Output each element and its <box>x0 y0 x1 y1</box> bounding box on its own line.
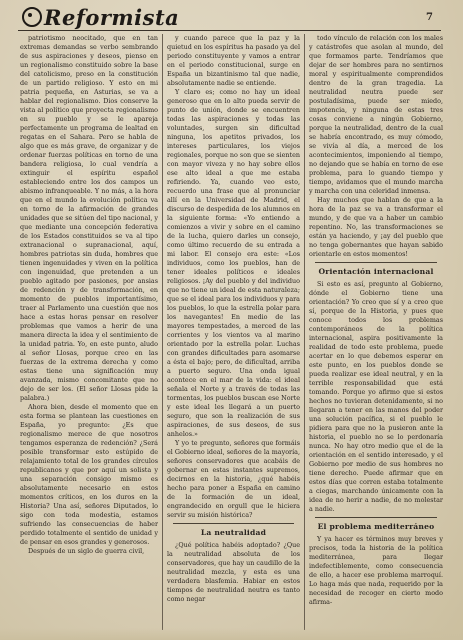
paragraph: Si esto es así, pregunto al Gobierno, dónde el Gobierno tiene una orientación? Yo creo que sí y a creo que sí, porque de la Historia, y pues que conoce todos los problemas contemporáneos de la política internacional, aspira positivamente la realidad de todo este problema, puede acertar en lo que debemos esperar en este punto, en los pueblos donde se pueda realizar ese ideal neutral, y en la terrible responsabilidad que está tomando. Porque yo afirmo que si estos hechos no tuvieran detenidamente, si no llegaran a tener en las manos del poder una solución pacífica, si el pueblo le pidiera para que no la pusieron ante la historia, el pueblo no se lo perdonaría nunca. No hay otro medio que el de la orientación en el sentido interesado, y el Gobierno por medio de sus hombres no tiene derecho. Puede afirmar que en estos días que corren estaba totalmente a ciegas, marchando únicamente con la idea de no herir a nadie, de no molestar a nadie. <box>309 280 443 513</box>
section-rule <box>315 262 437 263</box>
page-number: 7 <box>426 12 433 23</box>
paragraph: patriotismo neocitado, que en tan extremas demandas se verbo sembrando de sus aspiraciones y deseos, pienso en un regionalismo constituido sobre la base del catolicismo, preso en la constitución de un partido religioso. Y esto en mi patria pequeña, en Asturias, se va a hablar del regionalismo. Dios conserve la vista al político que proyecta regionalismo en su pueblo y se le apareja perfectamente un programa de lealtad en regatas en el Sahara. Pero se habla de algo que es más grave, de organizar y de ordenar fuerzas políticas en torno de una bandera religiosa, lo cual vendría a extinguir el espíritu español estableciendo entre los dos campos un abismo infranqueable. Y no más, a la hora que en el mundo la evolución política va en torno de la afirmación de grandes unidades que se sitúen del tipo nacional, y que mediante una concepción federativa de los Estados constituidos se va al tipo extranacional o supranacional, aquí, hombres patriotas sin duda, hombres que tienen ingenuidades y viven en la política con ingenuidad, que pretenden a un pueblo agitado por pasiones, por ansias de redención y de transformación, en momento de pueblos importantísimo, traer al Parlamento una cuestión que nos hace a estas horas pensar en resolver problemas que vamos a herir de una manera directa la idea y el sentimiento de la unidad patria. Yo, en este punto, aludo al señor Llosas, porque creo en las fuerzas de la extrema derecha y como estas tiene una significación muy avanzada, mismo concomitante que no dejo de ser los. (El señor Llosas pide la palabra.) <box>20 34 158 402</box>
section-rule <box>315 517 437 518</box>
paragraph: Después de un siglo de guerra civil, <box>28 547 145 555</box>
column-1 <box>20 34 158 630</box>
column-3 <box>309 34 443 630</box>
masthead-title: Reformista <box>44 4 180 30</box>
paragraph: Hay muchos que hablan de que a la hora de la paz se va a transformar el mundo, y de que va a haber un cambio repentino. No, las transformaciones se están ya haciendo, y ¡ay del pueblo que no tenga gobernantes que hayan sabido orientarle en estos momentos! <box>309 196 443 258</box>
section-heading-neutralidad: La neutralidad <box>200 528 267 537</box>
paragraph: Ahora bien, desde el momento que en esta forma se plantean las cuestiones en España, yo pregunto: ¿Es que regionalismo merece de que nosotros tengamos esperanza de redención? ¿Será posible transformar esto estúpido de relajamiento total de los grandes círculos republicanos y que por aquí un solista y una separación consigo mismo es absolutamente necesario en estos momentos críticos, en los duros en la Historia? Una así, señores Diputados, lo sigo con toda modestia, estamos sufriendo las consecuencias de haber perdido totalmente el sentido de unidad y de pensar en esos grandes y generosos. <box>20 403 158 546</box>
paragraph: Y ya hacer es términos muy breves y precisos, toda la historia de la política mediterránea, para llegar indefectiblemente, como consecuencia de ello, a hacer ese problema marroquí. Lo haga más que nada, requerido por la necesidad de recoger en cierto modo afirma- <box>309 535 443 606</box>
paragraph: Y claro es; como no hay un ideal generoso que en lo alto pueda servir de punto de unión, donde se encuentren todas las aspiraciones y todas las voluntades, surgen sin dificultad ninguna, los apetitos privados, los intereses particulares, los viejos regionales, porque no son que se sienten con mayor viveza y no hay sobre ellos ese alto ideal a que me estaba refiriendo. Ya, cuando veo esto, recuerdo una frase que al pronunciar allí en la Universidad de Madrid, el discurso de despedida de los alumnos en la siguiente forma: «Yo entiendo a comienzos a vivir y sobre en el camino de la lucha, quiero darles un consejo, como último recuerdo de su entrada a mi labor. El consejo era este: «Los individuos, como los pueblos, han de tener ideales políticos e ideales religiosos. ¡Ay del pueblo y del individuo que no tiene un ideal de esta naturaleza; que se el ideal para los individuos y para los pueblos, lo que la estrella polar para los navegantes! En medio de las mayores tempestades, a merced de las corrientes y los vientos va al marino orientado por la estrella polar. Luchas con grandes dificultades para asomarse a ésta el bajo; pero, de dificultad, arriba a puerto seguro. Una onda igual acontece en el mar de la vida: el ideal señala el Norte y a través de todas las tormentas, los pueblos buscan ese Norte y este ideal les llegará a un puerto seguro, que son la realización de sus aspiraciones, de sus deseos, de sus anhelos.» <box>167 88 300 438</box>
page-edge-shadow <box>0 628 463 640</box>
paragraph: y cuando parece que la paz y la quietud en los espíritus ha pasado ya del periodo constituyente y vamos a entrar en el periodo constitucional, surge en España un bizantinismo tal que nadie, absolutamente nadie se entiende. <box>167 34 300 87</box>
section-heading-orientacion: Orientación internacional <box>318 267 434 276</box>
header-rule <box>18 30 441 31</box>
paragraph: Y yo te pregunto, señores que formáis el Gobierno ideal, señores de la mayoría, señores conservadores que acabáis de gobernar en estas instantes supremos, decirnos en la historia, ¿qué habéis hecho para poner a España en camino de la formación de un ideal, engrandecido en orgull que le hiciera servir su misión histórica? <box>167 439 300 519</box>
section-heading-mediterraneo: El problema mediterráneo <box>317 522 435 531</box>
section-rule <box>173 523 294 524</box>
paragraph: ¿Qué política habéis adoptado? ¿Que la neutralidad absoluta de los conservadores, que hay un caudillo de la neutralidad mezcla, y esta es una verdadera blasfemia. Habiar en estos tiempos de neutralidad neutra es tanto como negar <box>167 541 300 603</box>
paragraph: todo vínculo de relación con los males y catástrofes que asolan al mundo, del que formamos parte. Tendríamos que dejar de ser hombres para no sentirnos moral y espiritualmente comprendidos dentro de la gran tragedia. La neutralidad neutra puede ser postuladísima, puede ser miedo, impotencia, y ninguna de estas tres cosas conviene a ningún Gobierno, porque la neutralidad, dentro de la cual se habría encontrado, es muy cómodo, se vivía al día, a merced de los acontecimientos, imponiendo al tiempo, no dejando que se había en torno de ese problema, para lo guando tiempo y tiempo, avidamos que el mundo marcha y marcha con una celeridad inmensa. <box>309 34 443 195</box>
column-separator <box>162 34 163 630</box>
column-separator <box>304 34 305 630</box>
column-2 <box>167 34 300 630</box>
masthead <box>22 6 179 28</box>
masthead-ornament-icon <box>22 7 42 27</box>
